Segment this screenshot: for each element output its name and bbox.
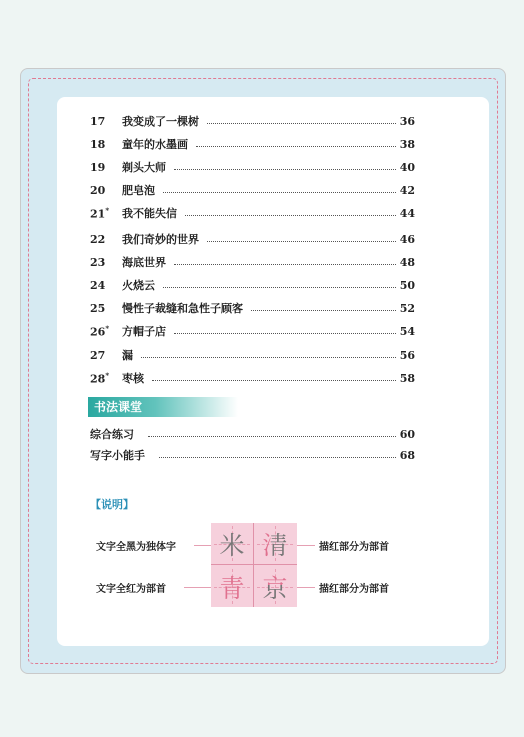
lesson-title: 我不能失信 — [122, 207, 177, 220]
page-number: 50 — [399, 278, 415, 292]
star-mark: * — [105, 370, 109, 380]
lesson-title: 肥皂泡 — [122, 184, 155, 197]
star-mark: * — [105, 205, 109, 215]
lesson-title: 方帽子店 — [122, 325, 166, 338]
lesson-title: 海底世界 — [122, 256, 166, 269]
note-traced-radical: 描红部分为部首 — [319, 584, 389, 595]
toc-row — [90, 180, 415, 200]
dot-leader — [159, 457, 396, 458]
dot-leader — [196, 146, 396, 147]
grid-divider — [253, 523, 254, 607]
grid-cell: 京 — [254, 566, 296, 607]
leader-line — [297, 587, 315, 588]
page-number: 46 — [399, 232, 415, 246]
lesson-number: 22 — [90, 232, 106, 246]
grid-cell: 青 — [211, 566, 253, 607]
dot-leader — [148, 436, 396, 437]
toc-row — [90, 368, 415, 388]
lesson-number: 27 — [90, 348, 106, 362]
lesson-title: 童年的水墨画 — [122, 138, 188, 151]
dot-leader — [207, 241, 396, 242]
toc-row — [90, 229, 415, 249]
page-number: 48 — [399, 255, 415, 269]
dot-leader — [185, 215, 396, 216]
dot-leader — [152, 380, 396, 381]
lesson-number: 21* — [90, 205, 109, 221]
lesson-number: 20 — [90, 183, 106, 197]
grid-cell: 清 — [254, 523, 296, 564]
page-number: 68 — [399, 448, 415, 462]
lesson-number: 25 — [90, 301, 106, 315]
explanation-heading: 【说明】 — [90, 498, 134, 511]
lesson-number: 23 — [90, 255, 106, 269]
toc-row — [90, 321, 415, 341]
toc-row — [90, 252, 415, 272]
lesson-title: 我们奇妙的世界 — [122, 233, 199, 246]
lesson-number: 28* — [90, 370, 109, 386]
lesson-number: 18 — [90, 137, 106, 151]
grid-divider — [211, 564, 297, 565]
lesson-title: 慢性子裁缝和急性子顾客 — [122, 302, 243, 315]
page-number: 54 — [399, 324, 415, 338]
extras-row — [90, 445, 415, 465]
extra-title: 综合练习 — [90, 428, 134, 441]
page-number: 42 — [399, 183, 415, 197]
dot-leader — [141, 357, 396, 358]
extra-title: 写字小能手 — [90, 449, 145, 462]
lesson-number: 19 — [90, 160, 106, 174]
dot-leader — [251, 310, 396, 311]
lesson-title: 我变成了一棵树 — [122, 115, 199, 128]
lesson-title: 火烧云 — [122, 279, 155, 292]
note-single-char: 文字全黑为独体字 — [96, 542, 176, 553]
toc-row — [90, 203, 415, 223]
toc-row — [90, 111, 415, 131]
star-mark: * — [105, 323, 109, 333]
dot-leader — [174, 333, 396, 334]
dot-leader — [207, 123, 396, 124]
lesson-title: 漏 — [122, 349, 133, 362]
section-heading-calligraphy: 书法课堂 — [88, 397, 238, 417]
toc-row — [90, 345, 415, 365]
dot-leader — [163, 192, 396, 193]
character-grid — [211, 523, 297, 607]
extras-row — [90, 424, 415, 444]
lesson-title: 枣核 — [122, 372, 144, 385]
lesson-number: 26* — [90, 323, 109, 339]
lesson-number: 17 — [90, 114, 106, 128]
dot-leader — [174, 264, 396, 265]
grid-cell: 米 — [211, 523, 253, 564]
toc-row — [90, 134, 415, 154]
page-number: 58 — [399, 371, 415, 385]
dot-leader — [163, 287, 396, 288]
page-number: 56 — [399, 348, 415, 362]
page-number: 36 — [399, 114, 415, 128]
page-number: 52 — [399, 301, 415, 315]
leader-line — [297, 545, 315, 546]
page-number: 40 — [399, 160, 415, 174]
leader-line — [194, 545, 211, 546]
dot-leader — [174, 169, 396, 170]
toc-row — [90, 275, 415, 295]
page-number: 38 — [399, 137, 415, 151]
lesson-title: 剃头大师 — [122, 161, 166, 174]
note-traced-radical: 描红部分为部首 — [319, 542, 389, 553]
page-number: 60 — [399, 427, 415, 441]
toc-row — [90, 298, 415, 318]
page-number: 44 — [399, 206, 415, 220]
note-radical-red: 文字全红为部首 — [96, 584, 166, 595]
leader-line — [184, 587, 211, 588]
toc-row — [90, 157, 415, 177]
lesson-number: 24 — [90, 278, 106, 292]
